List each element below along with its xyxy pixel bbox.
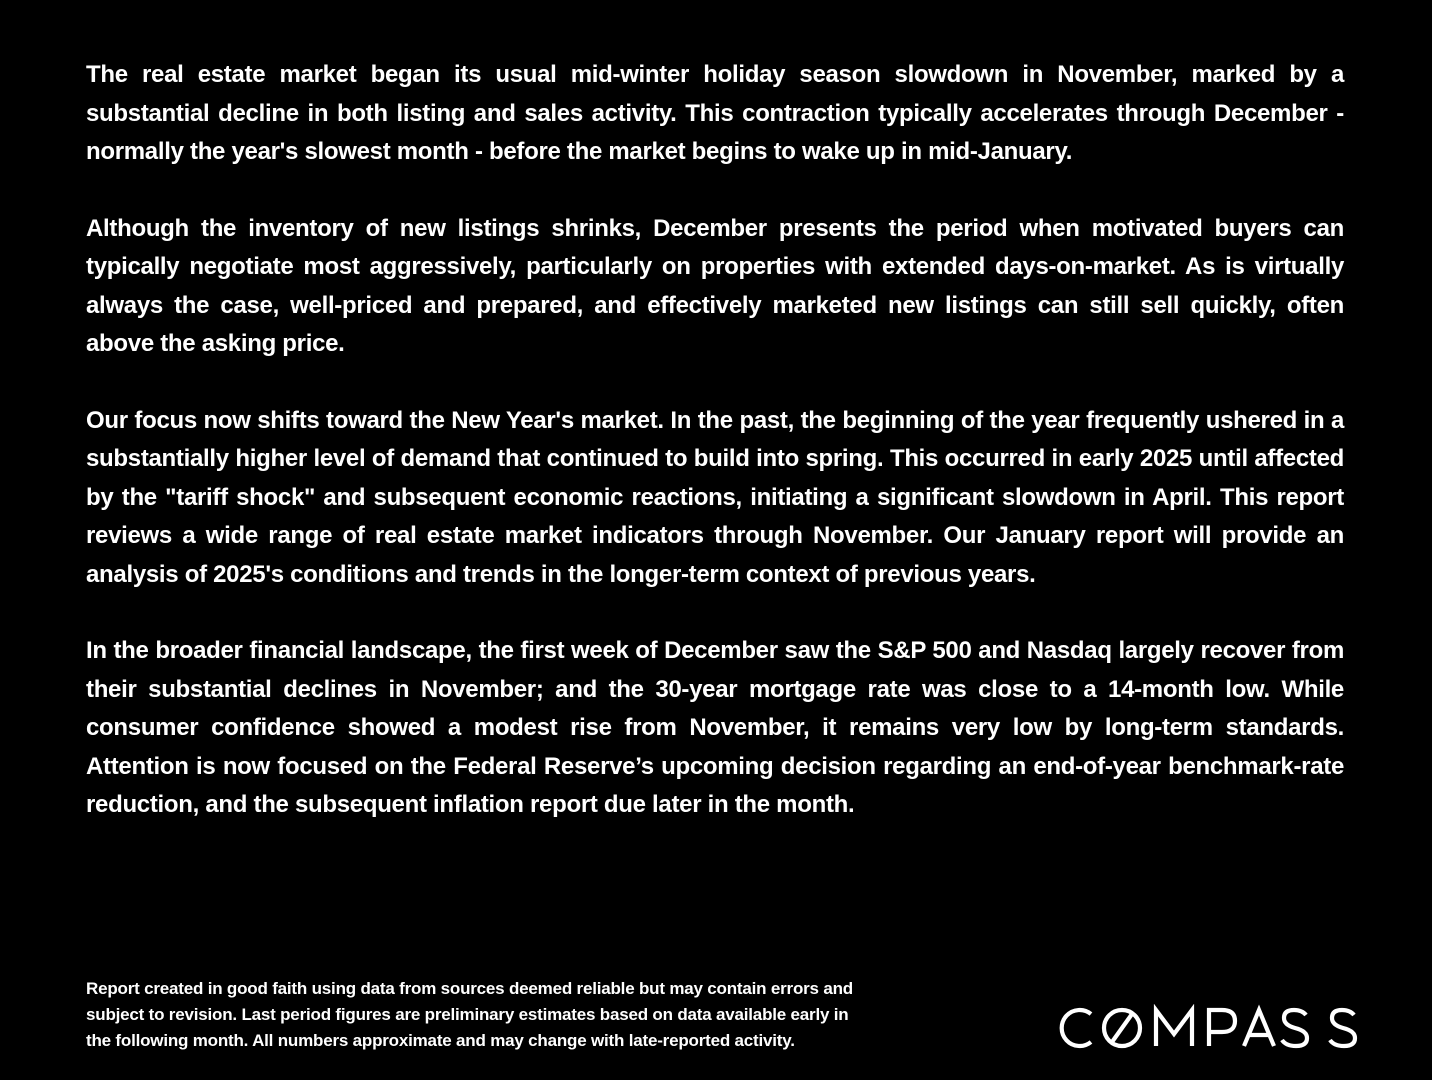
compass-logo-icon [1056,1004,1360,1052]
compass-logo [1056,1004,1360,1052]
disclaimer-line: the following month. All numbers approximate and may change with late-reported activity. [86,1031,795,1050]
disclaimer [86,976,986,1054]
paragraph-market-slowdown: The real estate market began its usual mid-winter holiday season slowdown in November, marked by a substantial decline in both listing and sales activity. This contraction typically accelerates through December - normally the year's slowest month - before the market begins to wake up in mid-January. [86,61,1344,165]
disclaimer-line: Report created in good faith using data from sources deemed reliable but may contain errors and [86,979,853,998]
report-body [86,56,1344,825]
disclaimer-line: subject to revision. Last period figures are preliminary estimates based on data available early in [86,1005,849,1024]
paragraph-december-buyers: Although the inventory of new listings shrinks, December presents the period when motivated buyers can typically negotiate most aggressively, particularly on properties with extended days-on-market. As is virtually always the case, well-priced and prepared, and effectively marketed new listings can still sell quickly, often above the asking price. [86,214,1344,357]
paragraph-new-year-market: Our focus now shifts toward the New Year's market. In the past, the beginning of the year frequently ushered in a substantially higher level of demand that continued to build into spring. This occurred in early 2025 until affected by the "tariff shock" and subsequent economic reactions, initiating a significant slowdown in April. This report reviews a wide range of real estate market indicators through November. Our January report will provide an analysis of 2025's conditions and trends in the longer-term context of previous years. [86,406,1344,588]
paragraph-financial-landscape: In the broader financial landscape, the first week of December saw the S&P 500 and Nasdaq largely recover from their substantial declines in November; and the 30-year mortgage rate was close to a 14-month low. While consumer confidence showed a modest rise from November, it remains very low by long-term standards. Attention is now focused on the Federal Reserve’s upcoming decision regarding an end-of-year benchmark-rate reduction, and the subsequent inflation report due later in the month. [86,637,1344,818]
